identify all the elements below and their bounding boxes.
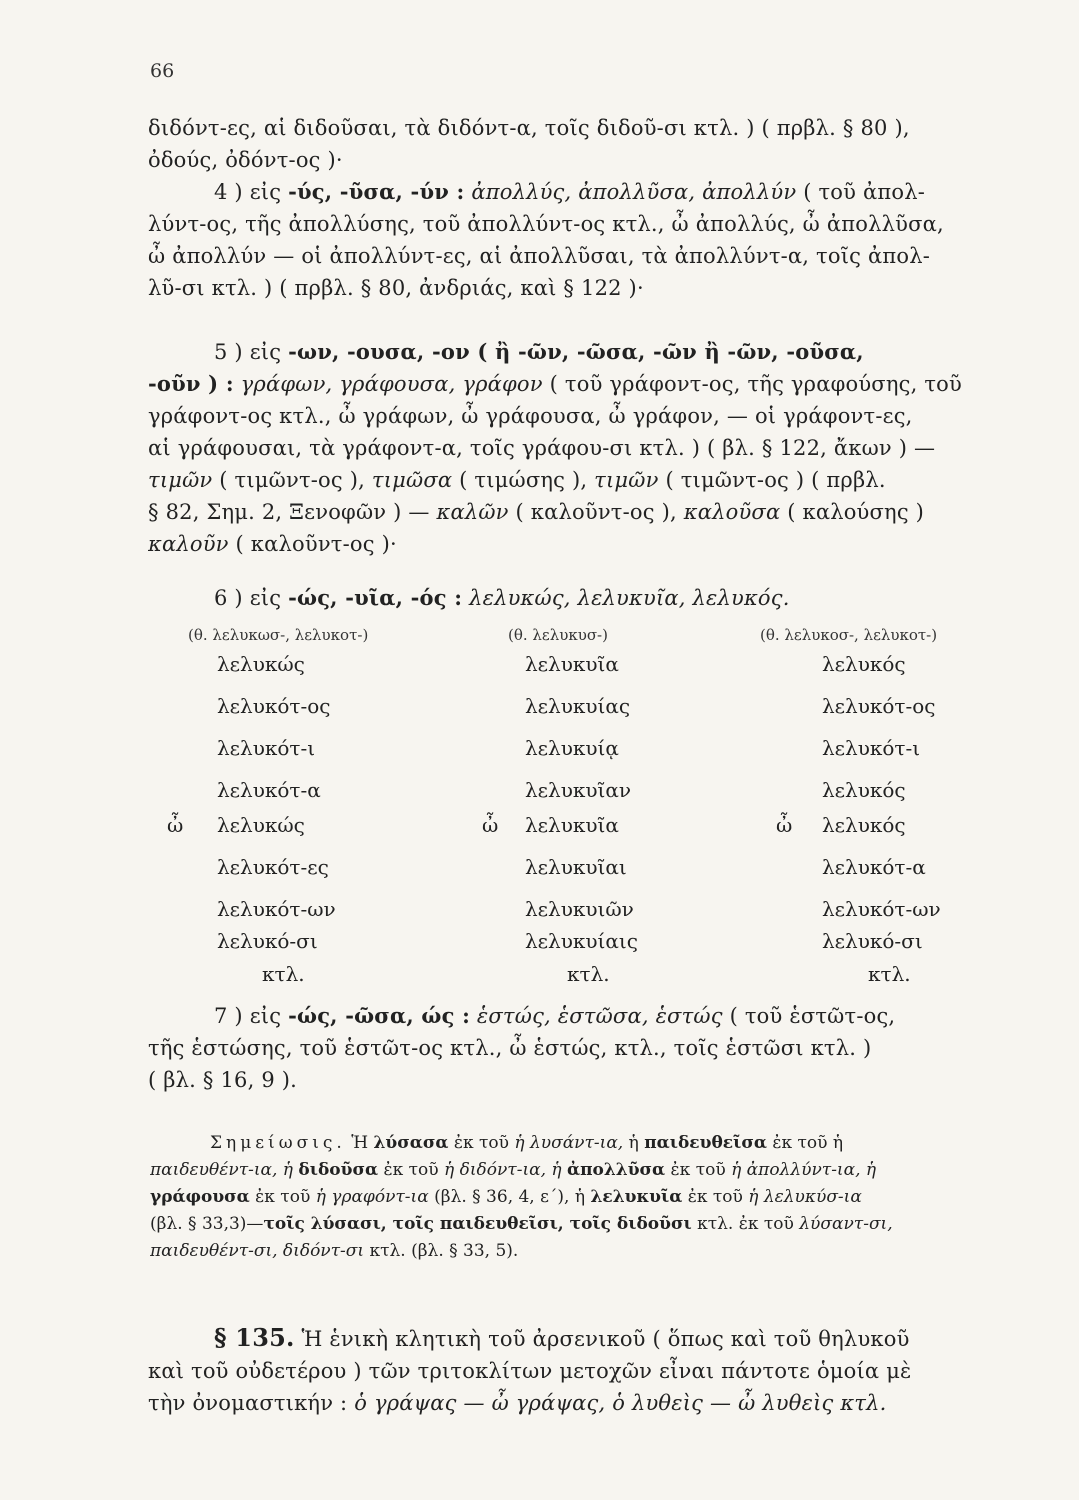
text-line: γράφοντ-ος κτλ., ὦ γράφων, ὦ γράφουσα, ὦ γράφον, — οἱ γράφοντ-ες, xyxy=(148,404,913,428)
text-line: (βλ. § 33,3)—τοῖς λύσασι, τοῖς παιδευθεῖσι, τοῖς διδοῦσι κτλ. ἐκ τοῦ λύσαντ-σι, xyxy=(150,1214,893,1234)
text-line: διδόντ-ες, αἱ διδοῦσαι, τὰ διδόντ-α, τοῖς διδοῦ-σι κτλ. ) ( πρβλ. § 80 ), xyxy=(148,116,910,140)
table-cell: λελυκυῖα xyxy=(525,652,619,676)
text-line: παιδευθέντ-σι, διδόντ-σι κτλ. (βλ. § 33, 5). xyxy=(150,1241,519,1261)
examples: γράφων, γράφουσα, γράφον xyxy=(240,372,543,396)
vocative-marker: ὦ xyxy=(482,813,499,837)
table-cell: λελυκός xyxy=(822,778,906,802)
stem-label: (θ. λελυκοσ-, λελυκοτ-) xyxy=(760,626,938,644)
text-line: 5 ) εἰς -ων, -ουσα, -ον ( ἢ -ῶν, -ῶσα, -ῶν ἢ -ῶν, -οῦσα, xyxy=(214,339,864,364)
text-line: 4 ) εἰς -ύς, -ῦσα, -ύν : ἀπολλύς, ἀπολλῦσα, ἀπολλύν ( τοῦ ἀπολ- xyxy=(214,179,926,204)
table-cell: λελυκυῖα xyxy=(525,813,619,837)
stem-label: (θ. λελυκωσ-, λελυκοτ-) xyxy=(188,626,369,644)
table-cell: λελυκότ-ων xyxy=(822,897,941,921)
text-line: § 82, Σημ. 2, Ξενοφῶν ) — καλῶν ( καλοῦντ-ος ), καλοῦσα ( καλούσης ) xyxy=(148,500,925,524)
text-line: τῆς ἑστώσης, τοῦ ἑστῶτ-ος κτλ., ὦ ἑστώς, κτλ., τοῖς ἑστῶσι κτλ. ) xyxy=(148,1036,872,1060)
vocative-marker: ὦ xyxy=(167,813,184,837)
paragraph-continuation xyxy=(148,112,1028,176)
table-cell: λελυκότ-ος xyxy=(217,694,331,718)
text-line: γράφουσα ἐκ τοῦ ἡ γραφόντ-ια (βλ. § 36, 4, ε΄), ἡ λελυκυῖα ἐκ τοῦ ἡ λελυκύσ-ια xyxy=(150,1187,862,1207)
table-cell: λελυκυίᾳ xyxy=(525,736,619,760)
text-line: τὴν ὀνομαστικήν : ὁ γράψας — ὦ γράψας, ὁ λυθεὶς — ὦ λυθεὶς κτλ. xyxy=(148,1391,887,1415)
examples: ἑστώς, ἑστῶσα, ἑστώς xyxy=(476,1004,723,1028)
endings: -οῦν ) : xyxy=(148,371,234,396)
table-cell: λελυκώς xyxy=(217,813,305,837)
text-line: ὀδούς, ὀδόντ-ος )· xyxy=(148,148,343,172)
table-cell: λελυκότ-α xyxy=(217,778,321,802)
table-cell: λελυκό-σι xyxy=(217,929,318,953)
table-cell: λελυκότ-ι xyxy=(217,736,316,760)
text-line: καλοῦν ( καλοῦντ-ος )· xyxy=(148,532,397,556)
table-cell: λελυκότ-α xyxy=(822,855,926,879)
table-cell: λελυκότ-ων xyxy=(217,897,336,921)
paragraph-item-7 xyxy=(148,1000,1028,1096)
note-block xyxy=(150,1130,1030,1265)
table-cell: λελυκυίαις xyxy=(525,929,638,953)
table-cell: λελυκυιῶν xyxy=(525,897,634,921)
note-label: Σημείωσις. xyxy=(210,1133,346,1153)
text-line: 6 ) εἰς -ώς, -υῖα, -ός : λελυκώς, λελυκυῖα, λελυκός. xyxy=(214,585,790,610)
examples: λελυκώς, λελυκυῖα, λελυκός. xyxy=(469,586,790,610)
table-cell: λελυκότ-ι xyxy=(822,736,921,760)
endings: -ύς, -ῦσα, -ύν : xyxy=(288,179,465,204)
text-line: ( βλ. § 16, 9 ). xyxy=(148,1068,298,1092)
section-135 xyxy=(148,1322,1028,1419)
paragraph-item-5 xyxy=(148,336,1028,560)
text-line: λύντ-ος, τῆς ἀπολλύσης, τοῦ ἀπολλύντ-ος κτλ., ὦ ἀπολλύς, ὦ ἀπολλῦσα, xyxy=(148,212,944,236)
table-cell: λελυκό-σι xyxy=(822,929,923,953)
section-number: § 135. xyxy=(214,1323,295,1352)
text-line: ὦ ἀπολλύν — οἱ ἀπολλύντ-ες, αἱ ἀπολλῦσαι, τὰ ἀπολλύντ-α, τοῖς ἀπολ- xyxy=(148,244,931,268)
table-cell: λελυκυῖαν xyxy=(525,778,632,802)
paragraph-item-6 xyxy=(148,582,1028,614)
page-number: 66 xyxy=(150,60,175,82)
table-cell: λελυκυῖαι xyxy=(525,855,627,879)
table-cell: λελυκός xyxy=(822,652,906,676)
declension-table xyxy=(0,652,1079,992)
text-line: § 135. Ἡ ἑνικὴ κλητικὴ τοῦ ἀρσενικοῦ ( ὅπως καὶ τοῦ θηλυκοῦ xyxy=(214,1323,910,1352)
examples: ἀπολλύς, ἀπολλῦσα, ἀπολλύν xyxy=(471,180,797,204)
endings: -ων, -ουσα, -ον ( ἢ -ῶν, -ῶσα, -ῶν ἢ -ῶν, -οῦσα, xyxy=(288,339,864,364)
table-cell: λελυκώς xyxy=(217,652,305,676)
table-cell: λελυκυίας xyxy=(525,694,631,718)
text-line: παιδευθέντ-ια, ἡ διδοῦσα ἐκ τοῦ ἡ διδόντ-ια, ἡ ἀπολλῦσα ἐκ τοῦ ἡ ἀπολλύντ-ια, ἡ xyxy=(150,1160,877,1180)
table-cell: κτλ. xyxy=(567,962,610,986)
table-cell: κτλ. xyxy=(868,962,911,986)
table-cell: λελυκός xyxy=(822,813,906,837)
text-line: τιμῶν ( τιμῶντ-ος ), τιμῶσα ( τιμώσης ), τιμῶν ( τιμῶντ-ος ) ( πρβλ. xyxy=(148,468,886,492)
stem-label: (θ. λελυκυσ-) xyxy=(508,626,608,644)
text-line: λῦ-σι κτλ. ) ( πρβλ. § 80, ἀνδριάς, καὶ § 122 )· xyxy=(148,276,644,300)
table-cell: λελυκότ-ες xyxy=(217,855,329,879)
text-line: αἱ γράφουσαι, τὰ γράφοντ-α, τοῖς γράφου-σι κτλ. ) ( βλ. § 122, ἄκων ) — xyxy=(148,436,936,460)
text-line: -οῦν ) : γράφων, γράφουσα, γράφον ( τοῦ γράφοντ-ος, τῆς γραφούσης, τοῦ xyxy=(148,371,962,396)
text-line: 7 ) εἰς -ώς, -ῶσα, ώς : ἑστώς, ἑστῶσα, ἑστώς ( τοῦ ἑστῶτ-ος, xyxy=(214,1003,896,1028)
text-line: καὶ τοῦ οὐδετέρου ) τῶν τριτοκλίτων μετοχῶν εἶναι πάντοτε ὁμοία μὲ xyxy=(148,1359,912,1383)
table-cell: κτλ. xyxy=(262,962,305,986)
text-line: Σημείωσις. Ἡ λύσασα ἐκ τοῦ ἡ λυσάντ-ια, ἡ παιδευθεῖσα ἐκ τοῦ ἡ xyxy=(210,1133,844,1153)
paragraph-item-4 xyxy=(148,176,1028,304)
table-cell: λελυκότ-ος xyxy=(822,694,936,718)
endings: -ώς, -ῶσα, ώς : xyxy=(288,1003,471,1028)
endings: -ώς, -υῖα, -ός : xyxy=(288,585,463,610)
vocative-marker: ὦ xyxy=(776,813,793,837)
